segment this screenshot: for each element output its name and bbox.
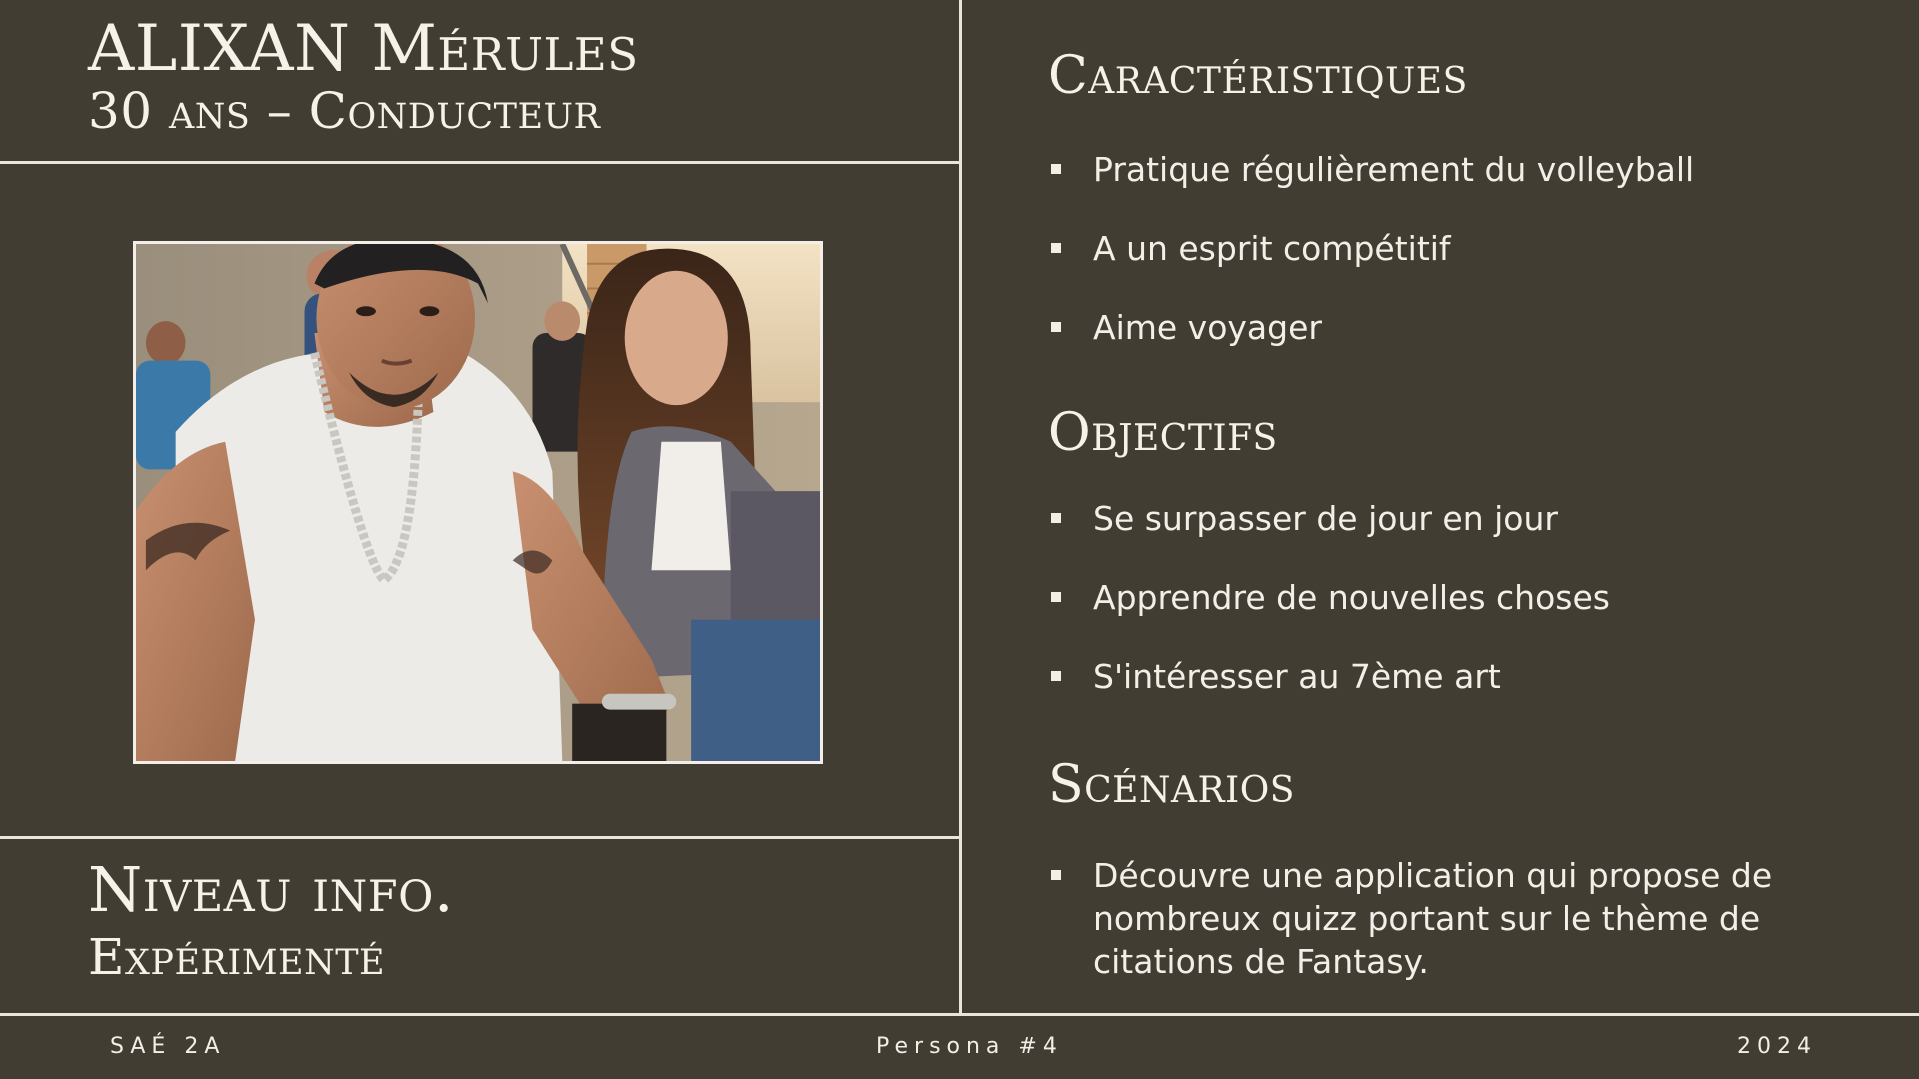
scenarios-list bbox=[1048, 854, 1848, 983]
objectifs-heading: Objectifs bbox=[1048, 403, 1278, 463]
list-item bbox=[1048, 576, 1848, 619]
persona-name: ALIXAN Mérules bbox=[88, 12, 639, 86]
scenarios-heading: Scénarios bbox=[1048, 755, 1295, 815]
persona-subtitle: 30 ans – Conducteur bbox=[88, 82, 601, 140]
list-item bbox=[1048, 655, 1848, 698]
persona-photo-illustration bbox=[136, 244, 820, 761]
footer-divider bbox=[0, 1013, 1919, 1016]
objectifs-list bbox=[1048, 497, 1848, 734]
list-item-text: Pratique régulièrement du volleyball bbox=[1093, 150, 1695, 189]
bullet-icon bbox=[1051, 671, 1061, 681]
list-item bbox=[1048, 227, 1848, 270]
caracteristiques-heading: Caractéristiques bbox=[1048, 46, 1468, 106]
caracteristiques-list bbox=[1048, 148, 1848, 385]
footer-course: SAÉ 2A bbox=[110, 1034, 226, 1059]
list-item-text: Aime voyager bbox=[1093, 308, 1322, 347]
list-item bbox=[1048, 497, 1848, 540]
bullet-icon bbox=[1051, 513, 1061, 523]
bullet-icon bbox=[1051, 322, 1061, 332]
bullet-icon bbox=[1051, 164, 1061, 174]
vertical-divider bbox=[959, 0, 962, 1014]
list-item bbox=[1048, 306, 1848, 349]
niveau-value: Expérimenté bbox=[88, 928, 386, 986]
list-item-text: Se surpasser de jour en jour bbox=[1093, 499, 1558, 538]
list-item-text: A un esprit compétitif bbox=[1093, 229, 1451, 268]
bullet-icon bbox=[1051, 243, 1061, 253]
list-item-text: Apprendre de nouvelles choses bbox=[1093, 578, 1610, 617]
list-item bbox=[1048, 854, 1848, 983]
niveau-heading: Niveau info. bbox=[88, 853, 455, 926]
list-item-text: Découvre une application qui propose de nombreux quizz portant sur le thème de citations de Fantasy. bbox=[1093, 856, 1773, 981]
footer-persona-number: Persona #4 bbox=[876, 1034, 1063, 1059]
niveau-divider bbox=[0, 836, 961, 839]
footer-year: 2024 bbox=[1737, 1034, 1817, 1059]
list-item bbox=[1048, 148, 1848, 191]
bullet-icon bbox=[1051, 870, 1061, 880]
header-divider bbox=[0, 161, 961, 164]
list-item-text: S'intéresser au 7ème art bbox=[1093, 657, 1501, 696]
bullet-icon bbox=[1051, 592, 1061, 602]
persona-photo bbox=[133, 241, 823, 764]
